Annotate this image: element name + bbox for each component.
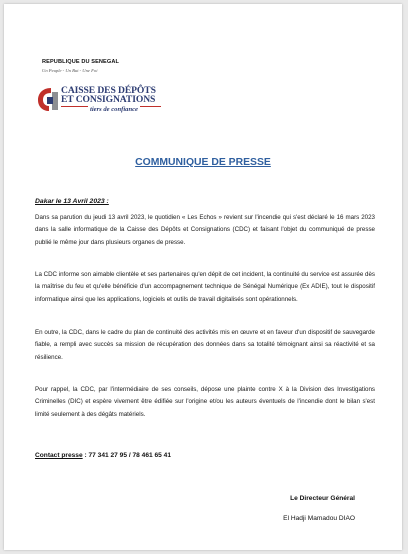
document-date: Dakar le 13 Avril 2023 : — [35, 198, 109, 205]
paragraph-3: En outre, la CDC, dans le cadre du plan de continuité des activités mis en œuvre et en faveur d'un dispositif de sauvegarde fiable, a rempli avec succès sa mission de récupération des données dans sa totalité témoignant ainsi sa réactivité et sa résilience. — [35, 329, 375, 361]
document-page — [4, 4, 402, 550]
logo-text-line1: CAISSE DES DÉPÔTS — [61, 85, 156, 96]
signatory-title: Le Directeur Général — [290, 495, 355, 502]
cdc-logo — [36, 84, 196, 118]
paragraph-2: La CDC informe son aimable clientèle et ses partenaires qu'en dépit de cet incident, la continuité du service est assurée dès la maîtrise du feu et qu'elle bénéficie d'un accompagnement technique de Sénégal Numérique (Ex ADIE), tout le dispositif informatique ainsi que les applications, logiciels et outils de travail digitalisés sont opérationnels. — [35, 271, 375, 303]
paragraph-1: Dans sa parution du jeudi 13 avril 2023, le quotidien « Les Echos » revient sur l'incendie qui s'est déclaré le 16 mars 2023 dans la salle informatique de la Caisse des Dépôts et Consignations (CDC) et faisant l'objet du communiqué de presse publié le même jour dans plusieurs organes de presse. — [35, 214, 375, 246]
press-contact-label: Contact presse — [35, 452, 83, 459]
republic-heading: REPUBLIQUE DU SENEGAL — [42, 59, 120, 65]
signatory-name: El Hadji Mamadou DIAO — [283, 515, 355, 522]
press-contact-phone: : 77 341 27 95 / 78 461 65 41 — [82, 452, 171, 459]
cdc-logo-emblem-icon — [36, 84, 60, 114]
national-motto: Un Peuple - Un But - Une Foi — [42, 68, 98, 73]
logo-tagline: tiers de confiance — [90, 106, 138, 113]
logo-text-line2: ET CONSIGNATIONS — [61, 94, 156, 105]
page-title: COMMUNIQUE DE PRESSE — [135, 157, 271, 168]
press-contact — [35, 452, 171, 459]
paragraph-4: Pour rappel, la CDC, par l'intermédiaire de ses conseils, dépose une plainte contre X à la Division des Investigations Criminelles (DIC) et espère vivement être édifiée sur l'origine et/ou les auteurs éventuels de l'incendie dont le bilan s'est limité seulement à des dégâts matériels. — [35, 386, 375, 418]
